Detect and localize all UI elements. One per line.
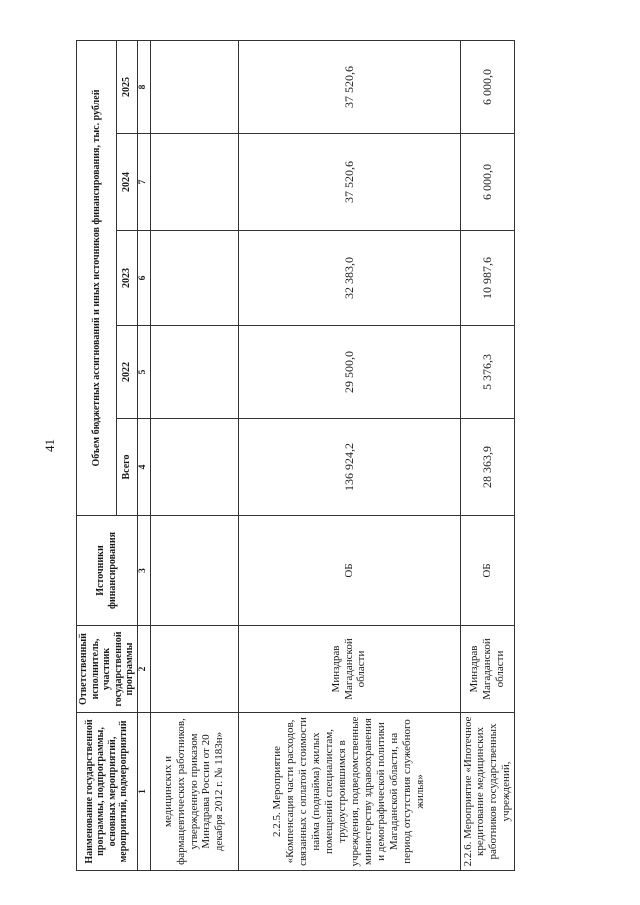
- header-year-2025: 2025: [117, 41, 137, 134]
- row-executor: [150, 626, 238, 713]
- header-sources: Источники финансирования: [77, 516, 138, 626]
- row-2022: 5 376,3: [460, 326, 515, 419]
- column-number: 7: [137, 134, 150, 231]
- row-name: медицинских и фармацевтических работников, утвержденную приказом Минздрава России от 20 декабря 2012 г. № 1183н»: [150, 713, 238, 871]
- header-volume: Объем бюджетных ассигнований и иных источников финансирования, тыс. рублей: [77, 41, 117, 516]
- row-2025: 37 520,6: [238, 41, 460, 134]
- row-2024: [150, 134, 238, 231]
- column-number: 2: [137, 626, 150, 713]
- row-source: ОБ: [238, 516, 460, 626]
- row-name: 2.2.6. Мероприятие «Ипотечное кредитование медицинских работников государственных учреждений,: [460, 713, 515, 871]
- row-2023: 32 383,0: [238, 231, 460, 326]
- row-source: ОБ: [460, 516, 515, 626]
- header-year-2023: 2023: [117, 231, 137, 326]
- row-2023: 10 987,6: [460, 231, 515, 326]
- row-executor: Минздрав Магаданской области: [238, 626, 460, 713]
- row-total: 136 924,2: [238, 419, 460, 516]
- row-2022: [150, 326, 238, 419]
- column-number: 4: [137, 419, 150, 516]
- row-2024: 6 000,0: [460, 134, 515, 231]
- row-name: 2.2.5. Мероприятие «Компенсация части расходов, связанных с оплатой стоимости найма (поднайма) жилых помещений специалистам, трудоустроившимся в учреждения, подведомственные министерству здравоохранения и демографической политики Магаданской области, на период отсутствия служебного жилья»: [238, 713, 460, 871]
- column-number: 8: [137, 41, 150, 134]
- column-number: 1: [137, 713, 150, 871]
- rotated-table-sheet: [76, 41, 513, 871]
- row-2025: [150, 41, 238, 134]
- row-total: [150, 419, 238, 516]
- table-row: [238, 41, 460, 871]
- row-source: [150, 516, 238, 626]
- row-total: 28 363,9: [460, 419, 515, 516]
- row-2024: 37 520,6: [238, 134, 460, 231]
- page-number: 41: [42, 439, 57, 452]
- header-name: Наименование государственной программы, подпрограммы, основных мероприятий, мероприятий, подмероприятий: [77, 713, 138, 871]
- funding-table: [76, 40, 515, 871]
- table-row: [150, 41, 238, 871]
- column-number: 6: [137, 231, 150, 326]
- row-2022: 29 500,0: [238, 326, 460, 419]
- header-year-2022: 2022: [117, 326, 137, 419]
- header-total: Всего: [117, 419, 137, 516]
- row-2023: [150, 231, 238, 326]
- column-number: 5: [137, 326, 150, 419]
- header-executor: Ответственный исполнитель, участник государственной программы: [77, 626, 138, 713]
- column-number: 3: [137, 516, 150, 626]
- row-executor: Минздрав Магаданской области: [460, 626, 515, 713]
- table-row: [460, 41, 515, 871]
- row-2025: 6 000,0: [460, 41, 515, 134]
- header-year-2024: 2024: [117, 134, 137, 231]
